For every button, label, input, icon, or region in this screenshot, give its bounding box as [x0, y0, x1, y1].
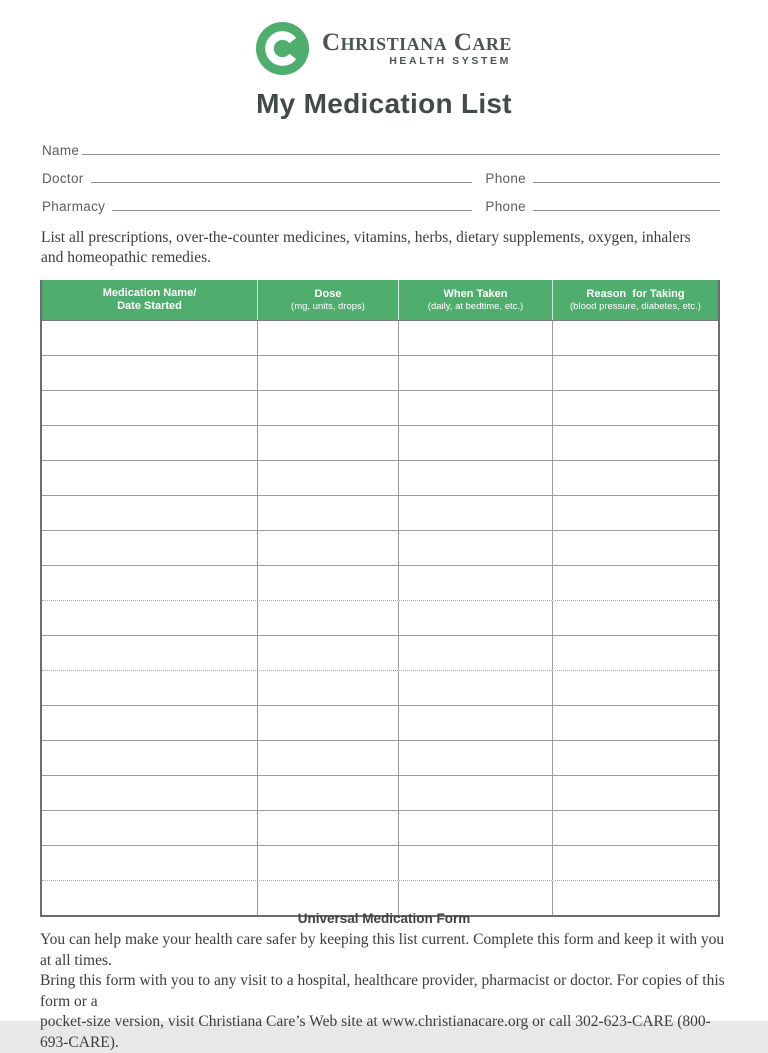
table-cell-row10-col3[interactable] — [398, 636, 552, 670]
table-cell-row3-col2[interactable] — [257, 391, 398, 425]
table-cell-row5-col1[interactable] — [42, 461, 257, 495]
table-cell-row1-col4[interactable] — [552, 321, 718, 355]
table-cell-row6-col4[interactable] — [552, 496, 718, 530]
page-title: My Medication List — [256, 88, 512, 119]
table-cell-row6-col3[interactable] — [398, 496, 552, 530]
column-header-when-taken: When Taken (daily, at bedtime, etc.) — [398, 280, 552, 320]
name-label: Name — [42, 143, 80, 158]
table-cell-row7-col2[interactable] — [257, 531, 398, 565]
instructions-line-1: List all prescriptions, over-the-counter medicines, vitamins, herbs, dietary supplements, oxygen, inhalers — [41, 229, 691, 246]
table-cell-row8-col1[interactable] — [42, 566, 257, 600]
instructions-text — [41, 228, 741, 268]
brand-subtitle: HEALTH SYSTEM — [389, 54, 511, 67]
table-cell-row6-col1[interactable] — [42, 496, 257, 530]
name-field-row — [42, 131, 720, 159]
doctor-phone-label: Phone — [485, 171, 530, 186]
table-row-11 — [42, 670, 718, 705]
table-cell-row1-col1[interactable] — [42, 321, 257, 355]
table-cell-row5-col3[interactable] — [398, 461, 552, 495]
table-cell-row15-col2[interactable] — [257, 811, 398, 845]
table-row-17 — [42, 880, 718, 915]
doctor-field-row — [42, 159, 720, 187]
table-cell-row12-col3[interactable] — [398, 706, 552, 740]
table-cell-row3-col1[interactable] — [42, 391, 257, 425]
table-cell-row8-col3[interactable] — [398, 566, 552, 600]
table-cell-row9-col1[interactable] — [42, 601, 257, 635]
table-row-15 — [42, 810, 718, 845]
patient-info-fields — [42, 131, 720, 215]
table-row-2 — [42, 355, 718, 390]
table-cell-row14-col4[interactable] — [552, 776, 718, 810]
table-cell-row14-col3[interactable] — [398, 776, 552, 810]
table-row-7 — [42, 530, 718, 565]
table-cell-row17-col2[interactable] — [257, 881, 398, 915]
table-cell-row13-col2[interactable] — [257, 741, 398, 775]
table-cell-row12-col2[interactable] — [257, 706, 398, 740]
instructions-line-2: and homeopathic remedies. — [41, 249, 212, 266]
table-cell-row7-col1[interactable] — [42, 531, 257, 565]
table-cell-row1-col2[interactable] — [257, 321, 398, 355]
table-row-14 — [42, 775, 718, 810]
table-cell-row7-col3[interactable] — [398, 531, 552, 565]
footer-line-1: You can help make your health care safer by keeping this list current. Complete this form and keep it with you at all times. — [40, 931, 725, 969]
table-cell-row4-col4[interactable] — [552, 426, 718, 460]
table-cell-row2-col4[interactable] — [552, 356, 718, 390]
table-cell-row6-col2[interactable] — [257, 496, 398, 530]
table-row-13 — [42, 740, 718, 775]
table-cell-row1-col3[interactable] — [398, 321, 552, 355]
table-cell-row12-col4[interactable] — [552, 706, 718, 740]
doctor-phone-input-line[interactable] — [533, 182, 720, 183]
table-row-3 — [42, 390, 718, 425]
table-cell-row3-col4[interactable] — [552, 391, 718, 425]
brand-wordmark — [322, 28, 512, 67]
doctor-input-line[interactable] — [91, 182, 473, 183]
medication-table-header — [42, 280, 718, 321]
table-cell-row4-col3[interactable] — [398, 426, 552, 460]
column-header-reason: Reason for Taking (blood pressure, diabetes, etc.) — [552, 280, 718, 320]
table-cell-row16-col3[interactable] — [398, 846, 552, 880]
medication-table-body — [42, 321, 718, 915]
pharmacy-phone-input-line[interactable] — [533, 210, 720, 211]
table-cell-row9-col4[interactable] — [552, 601, 718, 635]
table-cell-row17-col3[interactable] — [398, 881, 552, 915]
table-cell-row16-col1[interactable] — [42, 846, 257, 880]
table-cell-row15-col3[interactable] — [398, 811, 552, 845]
table-cell-row13-col1[interactable] — [42, 741, 257, 775]
table-cell-row14-col1[interactable] — [42, 776, 257, 810]
table-cell-row15-col1[interactable] — [42, 811, 257, 845]
table-cell-row14-col2[interactable] — [257, 776, 398, 810]
name-input-line[interactable] — [82, 154, 720, 155]
table-row-9 — [42, 600, 718, 635]
table-row-8 — [42, 565, 718, 600]
table-cell-row10-col1[interactable] — [42, 636, 257, 670]
table-row-16 — [42, 845, 718, 880]
table-row-10 — [42, 635, 718, 670]
medication-table — [40, 280, 720, 917]
table-cell-row17-col4[interactable] — [552, 881, 718, 915]
table-cell-row9-col3[interactable] — [398, 601, 552, 635]
table-row-6 — [42, 495, 718, 530]
table-cell-row8-col2[interactable] — [257, 566, 398, 600]
table-cell-row12-col1[interactable] — [42, 706, 257, 740]
footer-line-3: pocket-size version, visit Christiana Care’s Web site at www.christianacare.org or call 302-623-CARE (800-693-CARE). — [40, 1013, 711, 1051]
table-cell-row10-col2[interactable] — [257, 636, 398, 670]
table-cell-row11-col3[interactable] — [398, 671, 552, 705]
brand-header — [0, 22, 768, 75]
column-header-dose: Dose (mg, units, drops) — [257, 280, 398, 320]
table-cell-row2-col2[interactable] — [257, 356, 398, 390]
pharmacy-field-row — [42, 187, 720, 215]
table-cell-row11-col2[interactable] — [257, 671, 398, 705]
table-cell-row15-col4[interactable] — [552, 811, 718, 845]
pharmacy-phone-label: Phone — [485, 199, 530, 214]
footer-heading: Universal Medication Form — [297, 911, 471, 926]
table-cell-row13-col3[interactable] — [398, 741, 552, 775]
christiana-care-logo-icon — [256, 22, 309, 75]
brand-name: Christiana Care — [322, 28, 512, 56]
pharmacy-label: Pharmacy — [42, 199, 110, 214]
table-cell-row4-col2[interactable] — [257, 426, 398, 460]
table-row-4 — [42, 425, 718, 460]
table-row-1 — [42, 321, 718, 355]
table-cell-row17-col1[interactable] — [42, 881, 257, 915]
table-cell-row8-col4[interactable] — [552, 566, 718, 600]
table-cell-row2-col3[interactable] — [398, 356, 552, 390]
table-cell-row4-col1[interactable] — [42, 426, 257, 460]
table-cell-row7-col4[interactable] — [552, 531, 718, 565]
table-cell-row2-col1[interactable] — [42, 356, 257, 390]
table-cell-row11-col1[interactable] — [42, 671, 257, 705]
table-row-5 — [42, 460, 718, 495]
table-cell-row16-col2[interactable] — [257, 846, 398, 880]
table-cell-row10-col4[interactable] — [552, 636, 718, 670]
table-cell-row16-col4[interactable] — [552, 846, 718, 880]
column-header-medication-name: Medication Name/ Date Started — [102, 287, 197, 312]
doctor-label: Doctor — [42, 171, 88, 186]
table-cell-row13-col4[interactable] — [552, 741, 718, 775]
table-cell-row11-col4[interactable] — [552, 671, 718, 705]
table-row-12 — [42, 705, 718, 740]
footer-text — [40, 930, 732, 1053]
table-cell-row9-col2[interactable] — [257, 601, 398, 635]
table-cell-row5-col2[interactable] — [257, 461, 398, 495]
footer-line-2: Bring this form with you to any visit to a hospital, healthcare provider, pharmacist or doctor. For copies of this form or a — [40, 972, 725, 1010]
pharmacy-input-line[interactable] — [112, 210, 472, 211]
table-cell-row3-col3[interactable] — [398, 391, 552, 425]
table-cell-row5-col4[interactable] — [552, 461, 718, 495]
